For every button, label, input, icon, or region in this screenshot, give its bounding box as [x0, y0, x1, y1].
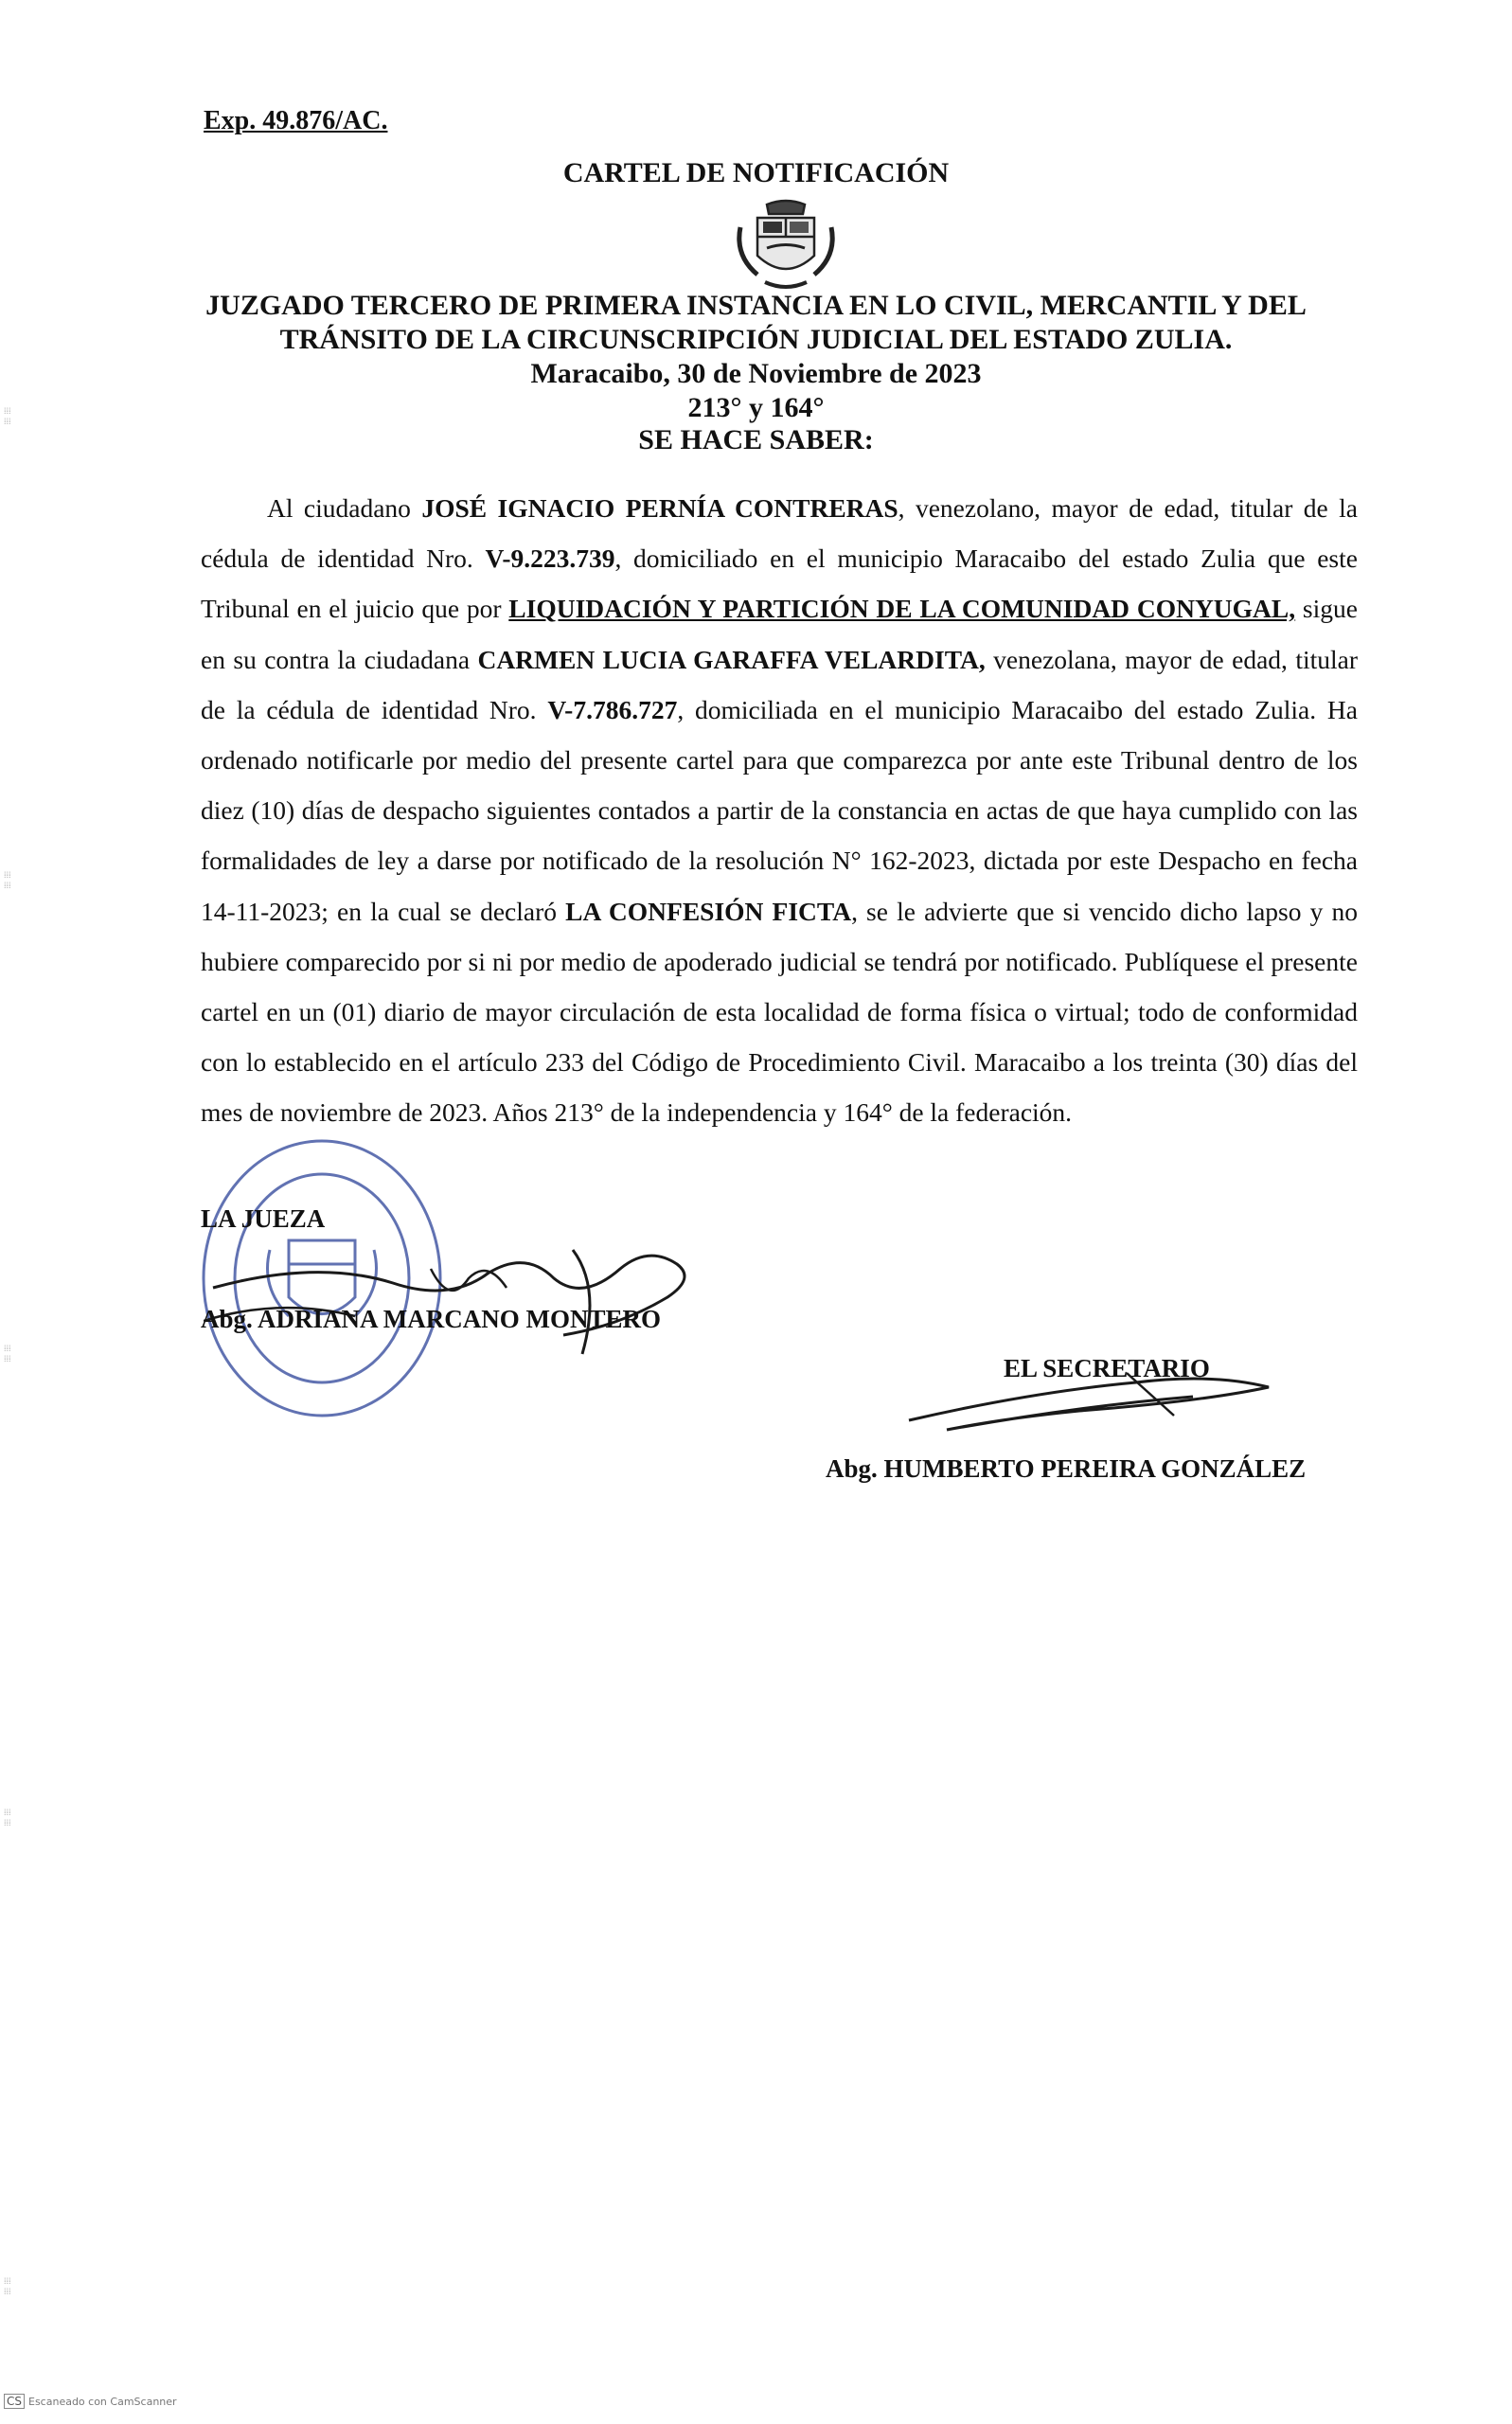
body-text-1: Al ciudadano — [267, 493, 422, 523]
coat-of-arms-icon — [729, 199, 843, 298]
hace-saber-heading: SE HACE SABER: — [638, 424, 874, 455]
margin-scan-marks: ⁞⁞⁞ ⁞⁞⁞ — [4, 2277, 11, 2297]
jueza-name: Abg. ADRIANA MARCANO MONTERO — [201, 1305, 662, 1333]
notice-body — [201, 483, 1358, 1138]
document-title: CARTEL DE NOTIFICACIÓN — [562, 157, 950, 188]
body-text-7: , se le advierte que si vencido dicho lapso y no hubiere comparecido por si ni por medio de apoderado judicial se tendrá por notificado. Publíquese el presente cartel en un (01) diario de mayor circulación de esta localidad de forma física o virtual; todo de conformidad con lo establecido en el artículo 233 del Código de Procedimiento Civil. Maracaibo a los treinta (30) días del mes de noviembre de 2023. Años 213° de la independencia y 164° de la federación. — [201, 896, 1358, 1128]
cited-person-name: JOSÉ IGNACIO PERNÍA CONTRERAS — [421, 493, 898, 523]
cited-person-ci: V-9.223.739 — [485, 544, 615, 574]
years-line: 213° y 164° — [687, 392, 825, 423]
secretario-name: Abg. HUMBERTO PEREIRA GONZÁLEZ — [826, 1454, 1307, 1483]
confesion-ficta: LA CONFESIÓN FICTA — [565, 896, 852, 926]
camscanner-logo: CS — [4, 2394, 25, 2409]
body-text-5: venezolana, mayor de edad, titular de la cédula de identidad Nro. — [201, 644, 1358, 724]
body-text-6: , domiciliada en el municipio Maracaibo del estado Zulia. Ha ordenado notificarle por medio del presente cartel para que comparezca por ante este Tribunal dentro de los diez (10) días de despacho siguientes contados a partir de la constancia en actas de que haya cumplido con las formalidades de ley a darse por notificado de la resolución N° 162-2023, dictada por este Despacho en fecha 14-11-2023; en la cual se declaró — [201, 694, 1358, 926]
body-text-2: , venezolano, mayor de edad, titular de la cédula de identidad Nro. — [201, 493, 1358, 574]
plaintiff-name: CARMEN LUCIA GARAFFA VELARDITA, — [477, 644, 986, 674]
margin-scan-marks: ⁞⁞⁞ ⁞⁞⁞ — [4, 1809, 11, 1828]
margin-scan-marks: ⁞⁞⁞ ⁞⁞⁞ — [4, 407, 11, 427]
plaintiff-ci: V-7.786.727 — [547, 694, 678, 724]
case-type: LIQUIDACIÓN Y PARTICIÓN DE LA COMUNIDAD CONYUGAL, — [508, 594, 1296, 624]
camscanner-footer — [4, 2394, 177, 2409]
body-text-4: sigue en su contra la ciudadana — [201, 594, 1358, 674]
body-text-3: , domiciliado en el municipio Maracaibo del estado Zulia que este Tribunal en el juicio que por — [201, 544, 1358, 624]
court-name-line1: JUZGADO TERCERO DE PRIMERA INSTANCIA EN LO CIVIL, MERCANTIL Y DEL — [205, 290, 1307, 321]
camscanner-text: Escaneado con CamScanner — [28, 2396, 177, 2408]
margin-scan-marks: ⁞⁞⁞ ⁞⁞⁞ — [4, 871, 11, 891]
document-date: Maracaibo, 30 de Noviembre de 2023 — [530, 358, 982, 389]
jueza-label: LA JUEZA — [201, 1204, 326, 1233]
expediente-number: Exp. 49.876/AC. — [204, 106, 388, 135]
secretario-label: EL SECRETARIO — [1004, 1354, 1210, 1382]
court-name-line2: TRÁNSITO DE LA CIRCUNSCRIPCIÓN JUDICIAL DEL ESTADO ZULIA. — [279, 324, 1233, 355]
margin-scan-marks: ⁞⁞⁞ ⁞⁞⁞ — [4, 1345, 11, 1364]
jueza-signature — [204, 1231, 772, 1373]
secretario-signature — [890, 1364, 1288, 1449]
